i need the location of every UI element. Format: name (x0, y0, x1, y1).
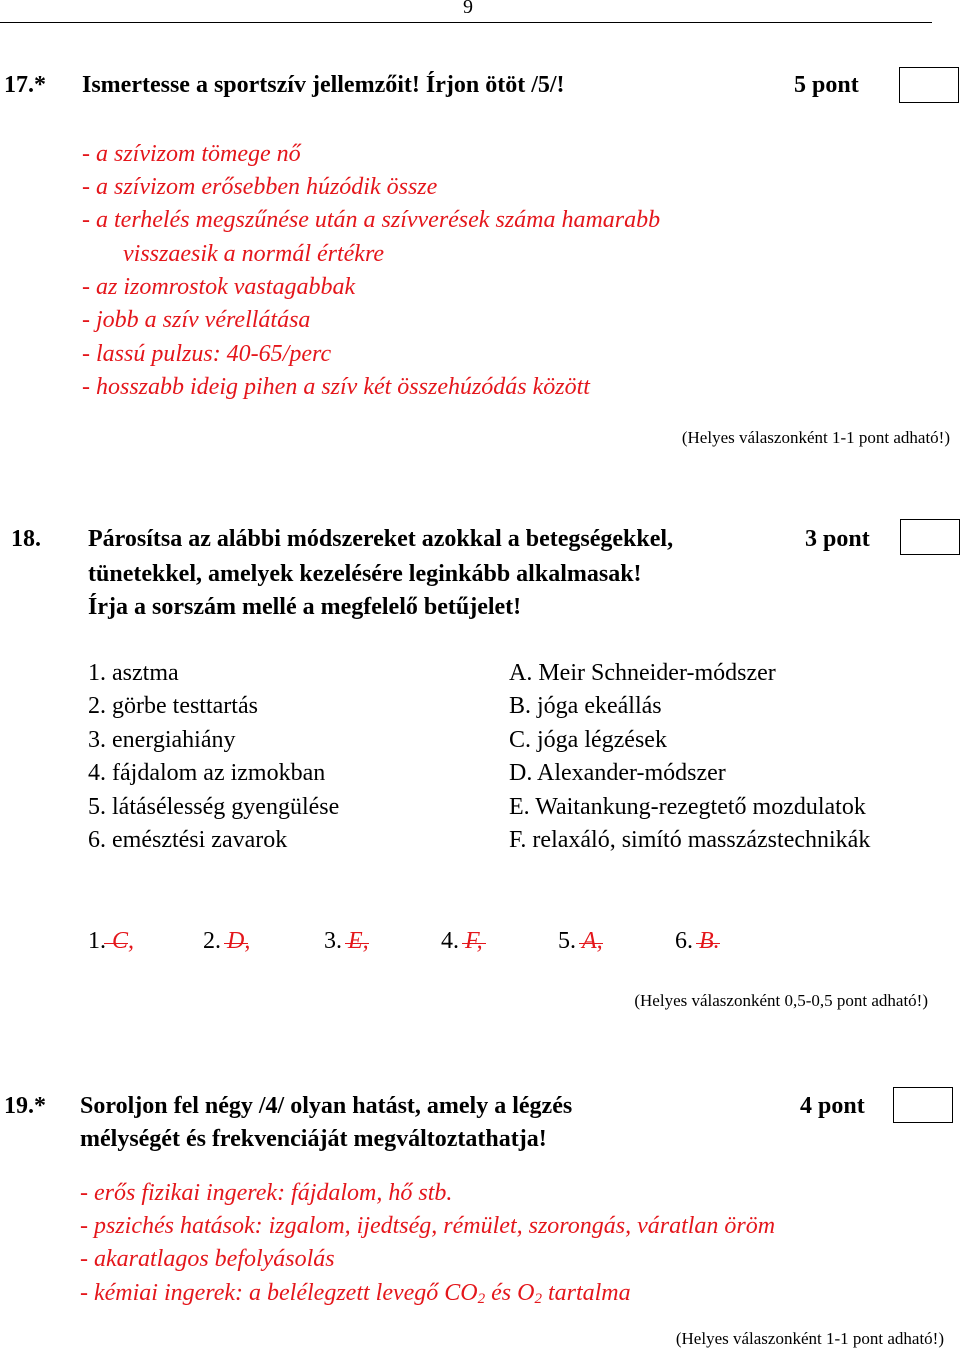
q18-right-item-e: E. Waitankung-rezegtető mozdulatok (509, 794, 866, 820)
solution-dash (104, 943, 128, 944)
solution-dash (345, 943, 369, 944)
solution-answer: E, (348, 928, 369, 954)
solution-answer: B. (699, 928, 720, 954)
solution-answer: C, (112, 928, 135, 954)
solution-dash (696, 943, 720, 944)
page-number: 9 (463, 0, 473, 18)
q18-solution-6 (675, 928, 720, 955)
q18-right-item-c: C. jóga légzések (509, 727, 667, 753)
header-rule (0, 22, 932, 23)
q18-solution-3 (324, 928, 369, 955)
answer-suffix: tartalma (541, 1280, 631, 1306)
q18-line-1: Párosítsa az alábbi módszereket azokkal a betegségekkel, (88, 526, 674, 552)
q18-score-box[interactable] (900, 519, 960, 555)
q18-left-item-5: 5. látásélesség gyengülése (88, 794, 340, 820)
q18-line-2: tünetekkel, amelyek kezelésére leginkább alkalmasak! (88, 561, 642, 587)
solution-number: 4. (441, 928, 459, 954)
q18-points: 3 pont (805, 526, 870, 552)
solution-number: 5. (558, 928, 576, 954)
q19-line-2: mélységét és frekvenciáját megváltoztathatja! (80, 1126, 547, 1152)
q17-answer-6: - lassú pulzus: 40-65/perc (82, 341, 332, 367)
subscript-2: 2 (534, 1291, 542, 1307)
q19-answer-4 (80, 1280, 631, 1308)
q17-answer-3: - a terhelés megszűnése után a szívverések száma hamarabb (82, 207, 661, 233)
q17-question: Ismertesse a sportszív jellemzőit! Írjon ötöt /5/! (82, 72, 565, 98)
answer-prefix: - kémiai ingerek: a belélegzett levegő CO (80, 1280, 478, 1306)
q18-line-3: Írja a sorszám mellé a megfelelő betűjelet! (88, 594, 522, 620)
q19-line-1: Soroljon fel négy /4/ olyan hatást, amely a légzés (80, 1093, 573, 1119)
q17-answer-3-cont: visszaesik a normál értékre (123, 241, 385, 267)
q18-left-item-4: 4. fájdalom az izmokban (88, 760, 326, 786)
solution-dash (579, 943, 603, 944)
q17-answer-7: - hosszabb ideig pihen a szív két összehúzódás között (82, 374, 590, 400)
q18-left-item-6: 6. emésztési zavarok (88, 827, 288, 853)
solution-number: 3. (324, 928, 342, 954)
q18-solution-1 (88, 928, 134, 955)
q17-score-box[interactable] (899, 67, 959, 103)
q19-answer-2: - pszichés hatások: izgalom, ijedtség, rémület, szorongás, váratlan öröm (80, 1213, 776, 1239)
solution-number: 2. (203, 928, 221, 954)
q18-right-item-a: A. Meir Schneider-módszer (509, 660, 776, 686)
q18-number: 18. (11, 526, 41, 552)
q17-answer-2: - a szívizom erősebben húzódik össze (82, 174, 438, 200)
q18-solution-2 (203, 928, 250, 955)
q18-solution-4 (441, 928, 483, 955)
solution-answer: A, (582, 928, 603, 954)
q19-scoring-note: (Helyes válaszonként 1-1 pont adható!) (675, 1329, 944, 1348)
q17-answer-4: - az izomrostok vastagabbak (82, 274, 356, 300)
q19-score-box[interactable] (893, 1087, 953, 1123)
answer-middle: és O (485, 1280, 535, 1306)
q18-scoring-note: (Helyes válaszonként 0,5-0,5 pont adható!) (634, 991, 928, 1010)
solution-dash (462, 943, 486, 944)
q19-answer-3: - akaratlagos befolyásolás (80, 1246, 335, 1272)
solution-dash (224, 943, 248, 944)
q18-right-item-d: D. Alexander-módszer (509, 760, 726, 786)
q18-left-item-3: 3. energiahiány (88, 727, 236, 753)
q18-right-item-b: B. jóga ekeállás (509, 693, 662, 719)
q19-number: 19.* (4, 1093, 46, 1119)
solution-number: 6. (675, 928, 693, 954)
solution-number: 1. (88, 928, 106, 954)
q17-scoring-note: (Helyes válaszonként 1-1 pont adható!) (681, 428, 950, 447)
q17-answer-1: - a szívizom tömege nő (82, 141, 301, 167)
q19-answer-1: - erős fizikai ingerek: fájdalom, hő stb. (80, 1180, 453, 1206)
q18-left-item-2: 2. görbe testtartás (88, 693, 258, 719)
q17-answer-5: - jobb a szív vérellátása (82, 307, 311, 333)
q19-points: 4 pont (800, 1093, 865, 1119)
q18-right-item-f: F. relaxáló, simító masszázstechnikák (509, 827, 871, 853)
solution-answer: D, (227, 928, 251, 954)
q17-points: 5 pont (794, 72, 859, 98)
subscript-2: 2 (477, 1291, 486, 1307)
solution-answer: F, (465, 928, 483, 954)
q18-solution-5 (558, 928, 603, 955)
q18-left-item-1: 1. asztma (88, 660, 179, 686)
q17-number: 17.* (4, 72, 46, 98)
